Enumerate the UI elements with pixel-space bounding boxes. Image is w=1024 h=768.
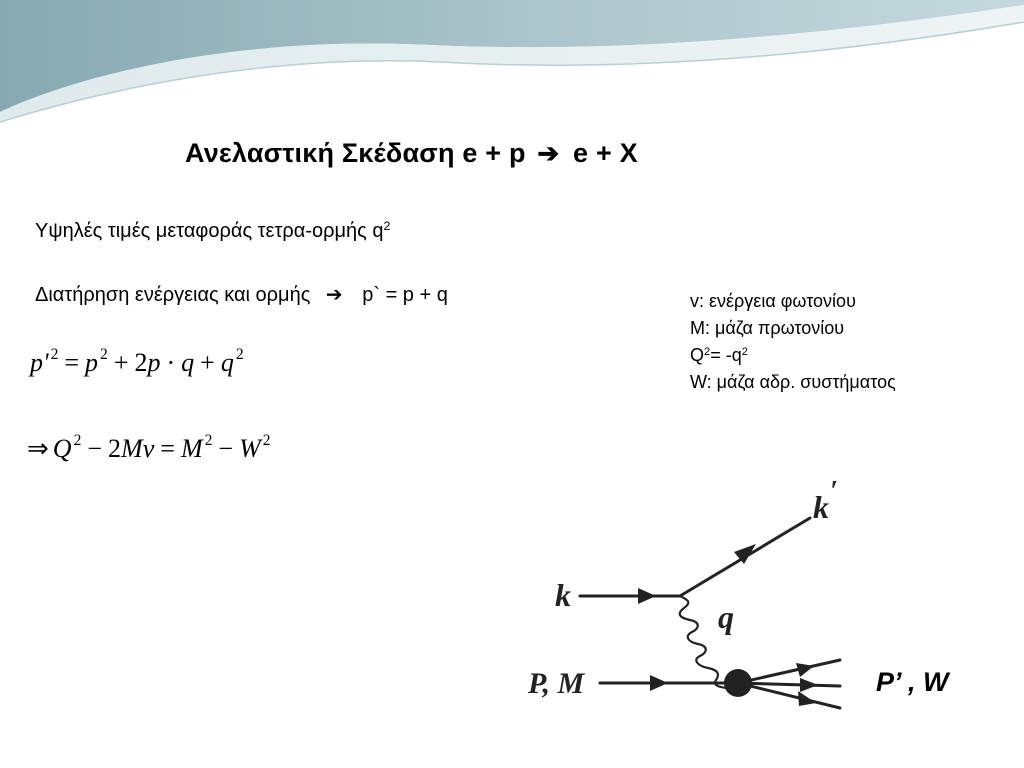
momentum-transfer-label: Υψηλές τιμές μεταφοράς τετρα-ορμής q	[35, 220, 384, 242]
conservation-equation: p` = p + q	[362, 284, 448, 306]
definition-w: W: μάζα αδρ. συστήματος	[690, 372, 896, 392]
slide-title	[185, 138, 638, 169]
arrow-incoming-electron-icon	[638, 588, 656, 604]
definition-m: M: μάζα πρωτονίου	[690, 318, 845, 338]
arrow-hadron-2-icon	[800, 678, 818, 692]
title-rhs: e + X	[573, 138, 638, 168]
label-final-state: P’ , W	[876, 667, 949, 697]
label-k-prime: ′	[830, 476, 838, 507]
label-k-out: k	[813, 489, 829, 525]
header-wave-decoration	[0, 0, 1024, 130]
label-k-in: k	[555, 577, 571, 613]
arrow-hadron-3-icon	[798, 691, 816, 706]
outgoing-hadron-line-1	[738, 660, 840, 683]
conservation-label: Διατήρηση ενέργειας και ορμής	[35, 284, 311, 306]
arrow-right-icon: ➔	[537, 138, 560, 168]
conservation-text	[35, 282, 448, 307]
title-text: Ανελαστική Σκέδαση e + p	[185, 138, 526, 168]
momentum-transfer-text	[35, 220, 390, 243]
superscript: 2	[383, 219, 391, 234]
equation-momentum-squared: p' $^2$ = p $^2$ + 2p · q + q $^2$	[30, 346, 244, 377]
arrow-incoming-proton-icon	[650, 675, 668, 691]
label-q: q	[718, 599, 734, 635]
definition-nu: v: ενέργεια φωτονίου	[690, 291, 856, 311]
label-proton-in: P, M	[528, 667, 585, 700]
arrow-right-icon: ➔	[325, 284, 343, 306]
definition-q2: $Q^2= -q^2$	[690, 345, 748, 365]
definitions-list	[690, 288, 896, 396]
equation-invariant-mass: ⇒ Q $^2$ − 2Mv = M $^2$ − W $^2$	[27, 432, 271, 463]
interaction-vertex-blob	[724, 669, 752, 697]
